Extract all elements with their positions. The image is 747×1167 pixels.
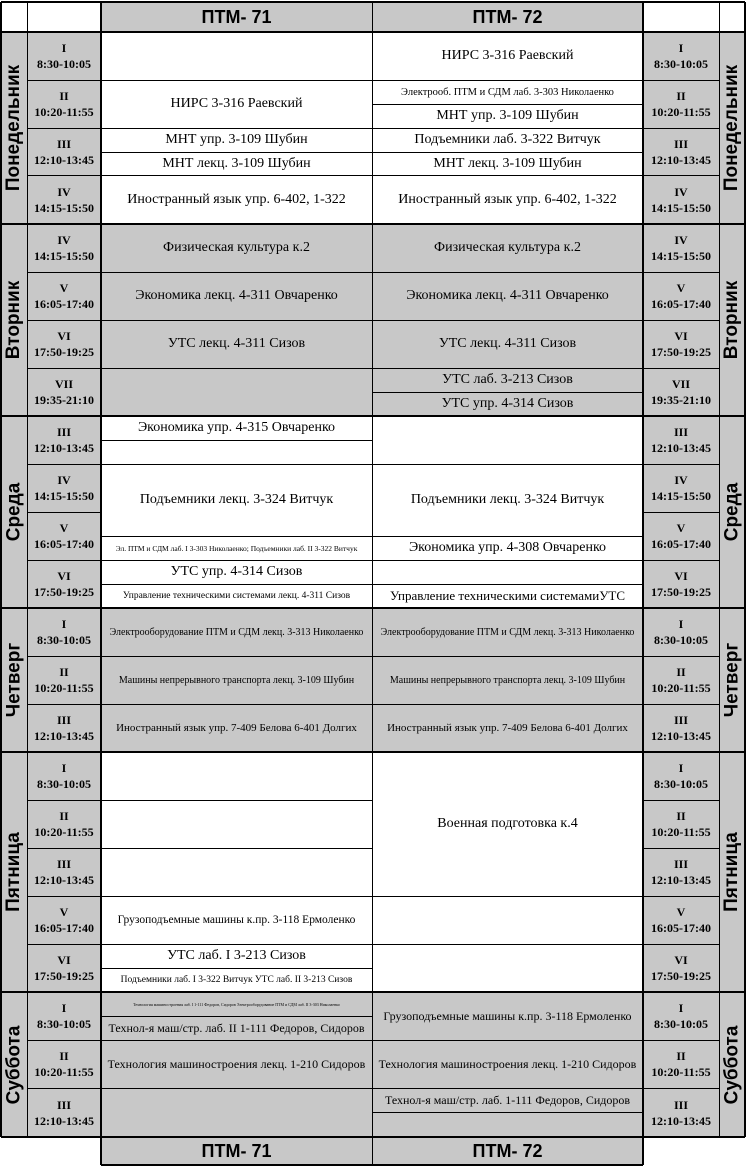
period-time: 14:15-15:50 <box>651 249 711 263</box>
period-number: I <box>678 41 684 55</box>
day-name: Вторник <box>3 280 24 360</box>
period-cell-thu-II-right <box>643 656 719 704</box>
class-cell-mon-lang-72: Иностранный язык упр. 6-402, 1-322 <box>372 175 643 224</box>
header-blank-left <box>1 2 101 32</box>
day-name: Пятница <box>721 832 742 912</box>
period-number: II <box>676 809 686 823</box>
period-cell-tue-IV-right <box>643 224 719 272</box>
period-time: 16:05-17:40 <box>34 921 94 935</box>
period-cell-tue-VI-right <box>643 320 719 368</box>
period-cell-mon-IV-left <box>27 175 101 224</box>
class-cell-thu-lang-72: Иностранный язык упр. 7-409 Белова 6-401 Долгих <box>372 704 643 752</box>
period-time: 16:05-17:40 <box>651 297 711 311</box>
class-cell-sat-cranes-72: Грузоподъемные машины к.пр. 3-118 Ермоленко <box>372 992 643 1040</box>
period-time: 14:15-15:50 <box>34 249 94 263</box>
period-time: 14:15-15:50 <box>651 200 711 215</box>
period-number: III <box>56 1097 71 1112</box>
period-time: 10:20-11:55 <box>651 825 711 839</box>
period-number: VI <box>674 569 688 583</box>
period-time: 8:30-10:05 <box>37 1017 91 1031</box>
period-time: 14:15-15:50 <box>34 489 94 503</box>
period-cell-wed-V-right <box>643 512 719 560</box>
period-number: IV <box>57 233 71 247</box>
class-cell-thu-electro-71: Электрооборудование ПТМ и СДМ лекц. 3-313 Николаенко <box>101 608 372 656</box>
period-cell-wed-III-left <box>27 416 101 464</box>
period-cell-fri-III-right <box>643 848 719 896</box>
period-time: 12:10-13:45 <box>651 441 711 455</box>
class-cell-mon-lifts-lab-72: Подъемники лаб. 3-322 Витчук <box>372 128 643 152</box>
class-cell-sat-tech-71: Технология машиностроения лекц. 1-210 Сидоров <box>101 1040 372 1088</box>
period-time: 8:30-10:05 <box>37 57 91 71</box>
day-name: Вторник <box>721 280 742 360</box>
period-time: 8:30-10:05 <box>37 633 91 647</box>
period-number: V <box>676 521 686 535</box>
period-cell-wed-VI-right <box>643 560 719 608</box>
period-time: 16:05-17:40 <box>34 537 94 551</box>
period-time: 16:05-17:40 <box>651 537 711 551</box>
period-time: 8:30-10:05 <box>37 777 91 791</box>
period-number: V <box>676 281 686 295</box>
period-number: IV <box>57 184 71 199</box>
period-time: 16:05-17:40 <box>651 921 711 935</box>
period-cell-sat-III-right <box>643 1088 719 1137</box>
period-number: VII <box>671 377 690 391</box>
period-cell-tue-V-left <box>27 272 101 320</box>
period-time: 19:35-21:10 <box>651 393 711 407</box>
empty-cell-17 <box>101 368 372 416</box>
empty-cell-21 <box>101 440 372 464</box>
day-label-fri-right <box>719 752 745 992</box>
period-time: 17:50-19:25 <box>651 345 711 359</box>
period-time: 8:30-10:05 <box>654 633 708 647</box>
period-cell-wed-VI-left <box>27 560 101 608</box>
day-label-mon-right <box>719 32 745 224</box>
period-number: II <box>59 1049 69 1063</box>
period-cell-wed-IV-right <box>643 464 719 512</box>
class-cell-mon-lang-71: Иностранный язык упр. 6-402, 1-322 <box>101 175 372 224</box>
period-number: III <box>673 713 688 727</box>
class-cell-wed-mixed-lab-71: Эл. ПТМ и СДМ лаб. I 3-303 Николаенко; Подъемники лаб. II 3-322 Витчук <box>101 536 372 560</box>
empty-cell-51 <box>101 1088 372 1137</box>
period-time: 12:10-13:45 <box>651 729 711 743</box>
footer-group-ptm72: ПТМ- 72 <box>372 1137 643 1165</box>
day-label-fri-left <box>1 752 27 992</box>
class-cell-mon-mnt-upr-72: МНТ упр. 3-109 Шубин <box>372 104 643 128</box>
day-name: Четверг <box>721 642 742 718</box>
period-cell-fri-I-left <box>27 752 101 800</box>
period-cell-wed-IV-left <box>27 464 101 512</box>
day-label-thu-right <box>719 608 745 752</box>
period-time: 16:05-17:40 <box>34 297 94 311</box>
period-time: 12:10-13:45 <box>34 441 94 455</box>
period-number: II <box>59 665 69 679</box>
class-cell-tue-econ-71: Экономика лекц. 4-311 Овчаренко <box>101 272 372 320</box>
period-number: VI <box>674 329 688 343</box>
period-cell-thu-III-left <box>27 704 101 752</box>
class-cell-wed-econ-upr-72: Экономика упр. 4-308 Овчаренко <box>372 536 643 560</box>
period-number: I <box>678 1001 684 1015</box>
period-time: 10:20-11:55 <box>651 1065 711 1079</box>
period-cell-thu-I-right <box>643 608 719 656</box>
empty-cell-42 <box>372 896 643 944</box>
class-cell-tue-pe-72: Физическая культура к.2 <box>372 224 643 272</box>
period-cell-sat-II-left <box>27 1040 101 1088</box>
class-cell-fri-cranes-71: Грузоподъемные машины к.пр. 3-118 Ермоленко <box>101 896 372 944</box>
period-time: 10:20-11:55 <box>651 681 711 695</box>
period-cell-fri-VI-left <box>27 944 101 992</box>
class-cell-thu-mnt-71: Машины непрерывного транспорта лекц. 3-109 Шубин <box>101 656 372 704</box>
period-time: 14:15-15:50 <box>34 200 94 215</box>
period-number: I <box>61 761 67 775</box>
day-label-sat-left <box>1 992 27 1137</box>
day-label-wed-right <box>719 416 745 608</box>
period-cell-tue-VI-left <box>27 320 101 368</box>
day-label-mon-left <box>1 32 27 224</box>
class-cell-wed-uts-72: Управление техническими системамиУТС <box>372 584 643 608</box>
period-number: I <box>678 761 684 775</box>
header-group-ptm72: ПТМ- 72 <box>372 2 643 32</box>
empty-cell-0 <box>101 32 372 80</box>
period-time: 12:10-13:45 <box>34 152 94 167</box>
empty-cell-45 <box>372 944 643 992</box>
header-group-ptm71: ПТМ- 71 <box>101 2 372 32</box>
period-number: III <box>56 857 71 871</box>
header-blank-right <box>643 2 745 32</box>
period-cell-mon-II-left <box>27 80 101 128</box>
day-name: Понедельник <box>721 64 743 192</box>
empty-cell-22 <box>372 416 643 464</box>
footer-group-ptm71: ПТМ- 71 <box>101 1137 372 1165</box>
period-number: IV <box>674 233 688 247</box>
period-time: 12:10-13:45 <box>651 1113 711 1128</box>
period-number: V <box>59 281 69 295</box>
period-cell-fri-II-left <box>27 800 101 848</box>
period-cell-mon-IV-right <box>643 175 719 224</box>
class-cell-thu-mnt-72: Машины непрерывного транспорта лекц. 3-109 Шубин <box>372 656 643 704</box>
period-number: II <box>676 1049 686 1063</box>
period-cell-tue-IV-left <box>27 224 101 272</box>
period-cell-thu-I-left <box>27 608 101 656</box>
period-number: III <box>673 857 688 871</box>
class-cell-wed-econ-upr-71: Экономика упр. 4-315 Овчаренко <box>101 416 372 440</box>
period-time: 12:10-13:45 <box>651 152 711 167</box>
class-cell-wed-uts-upr-71: УТС упр. 4-314 Сизов <box>101 560 372 584</box>
period-cell-sat-I-right <box>643 992 719 1040</box>
empty-cell-29 <box>372 560 643 584</box>
period-number: VI <box>57 329 71 343</box>
period-cell-mon-I-right <box>643 32 719 80</box>
class-cell-wed-lifts-lek-71: Подъемники лекц. 3-324 Витчук <box>101 464 372 536</box>
period-number: III <box>56 713 71 727</box>
period-cell-tue-VII-left <box>27 368 101 416</box>
period-number: III <box>56 425 71 439</box>
period-cell-wed-V-left <box>27 512 101 560</box>
period-cell-fri-V-right <box>643 896 719 944</box>
class-cell-mon-mnt-upr-71: МНТ упр. 3-109 Шубин <box>101 128 372 152</box>
period-number: I <box>61 1001 67 1015</box>
empty-cell-37 <box>101 752 372 800</box>
period-cell-wed-III-right <box>643 416 719 464</box>
day-label-wed-left <box>1 416 27 608</box>
period-cell-sat-II-right <box>643 1040 719 1088</box>
period-cell-tue-VII-right <box>643 368 719 416</box>
period-cell-fri-I-right <box>643 752 719 800</box>
class-cell-sat-techlab-71: Технол-я маш/стр. лаб. II 1-111 Федоров, Сидоров <box>101 1016 372 1040</box>
period-time: 12:10-13:45 <box>651 873 711 887</box>
period-number: VI <box>57 569 71 583</box>
class-cell-thu-electro-72: Электрооборудование ПТМ и СДМ лекц. 3-313 Николаенко <box>372 608 643 656</box>
period-time: 12:10-13:45 <box>34 1113 94 1128</box>
day-label-tue-left <box>1 224 27 416</box>
class-cell-tue-uts-72: УТС лекц. 4-311 Сизов <box>372 320 643 368</box>
class-cell-mon-nirs-72: НИРС 3-316 Раевский <box>372 32 643 80</box>
class-cell-fri-uts-lab-71: УТС лаб. I 3-213 Сизов <box>101 944 372 968</box>
period-time: 12:10-13:45 <box>34 729 94 743</box>
class-cell-mon-electro-lab-72: Электрооб. ПТМ и СДМ лаб. 3-303 Николаенко <box>372 80 643 104</box>
day-name: Среда <box>3 482 24 542</box>
period-number: IV <box>674 184 688 199</box>
period-cell-thu-III-right <box>643 704 719 752</box>
class-cell-tue-uts-71: УТС лекц. 4-311 Сизов <box>101 320 372 368</box>
day-label-tue-right <box>719 224 745 416</box>
day-name: Среда <box>721 482 742 542</box>
period-time: 10:20-11:55 <box>34 681 94 695</box>
period-number: III <box>673 425 688 439</box>
period-time: 8:30-10:05 <box>654 777 708 791</box>
period-time: 17:50-19:25 <box>34 969 94 983</box>
period-number: VI <box>57 953 71 967</box>
class-cell-sat-tech-72: Технология машиностроения лекц. 1-210 Сидоров <box>372 1040 643 1088</box>
class-cell-tue-econ-72: Экономика лекц. 4-311 Овчаренко <box>372 272 643 320</box>
period-cell-fri-V-left <box>27 896 101 944</box>
period-cell-tue-V-right <box>643 272 719 320</box>
period-cell-fri-II-right <box>643 800 719 848</box>
period-cell-fri-VI-right <box>643 944 719 992</box>
period-time: 12:10-13:45 <box>34 873 94 887</box>
day-label-sat-right <box>719 992 745 1137</box>
class-cell-sat-tiny-71: Технология машиностроения лаб. I 1-111 Федоров, Сидоров Электрооборудование ПТМ и СДМ лаб. II 3-303 Николаенко <box>101 992 372 1016</box>
period-cell-fri-III-left <box>27 848 101 896</box>
day-name: Пятница <box>3 832 24 912</box>
period-number: I <box>678 617 684 631</box>
class-cell-tue-pe-71: Физическая культура к.2 <box>101 224 372 272</box>
period-cell-sat-I-left <box>27 992 101 1040</box>
period-number: IV <box>57 473 71 487</box>
period-time: 14:15-15:50 <box>651 489 711 503</box>
period-number: VI <box>674 953 688 967</box>
period-time: 19:35-21:10 <box>34 393 94 407</box>
period-number: III <box>673 136 688 151</box>
period-number: III <box>673 1097 688 1112</box>
period-time: 8:30-10:05 <box>654 57 708 71</box>
period-number: V <box>676 905 686 919</box>
period-time: 10:20-11:55 <box>34 105 94 119</box>
period-number: III <box>56 136 71 151</box>
class-cell-wed-lifts-lek-72: Подъемники лекц. 3-324 Витчук <box>372 464 643 536</box>
class-cell-wed-uts-lek-71: Управление техническими системами лекц. 4-311 Сизов <box>101 584 372 608</box>
period-number: V <box>59 905 69 919</box>
class-cell-fri-mixed-lab-71: Подъемники лаб. I 3-322 Витчук УТС лаб. II 3-213 Сизов <box>101 968 372 992</box>
period-cell-sat-III-left <box>27 1088 101 1137</box>
day-name: Понедельник <box>3 64 25 192</box>
period-number: II <box>59 809 69 823</box>
class-cell-tue-uts-lab-72: УТС лаб. 3-213 Сизов <box>372 368 643 392</box>
class-cell-mon-nirs-71: НИРС 3-316 Раевский <box>101 80 372 128</box>
day-label-thu-left <box>1 608 27 752</box>
class-cell-tue-uts-upr-72: УТС упр. 4-314 Сизов <box>372 392 643 416</box>
period-number: I <box>61 617 67 631</box>
period-cell-mon-II-right <box>643 80 719 128</box>
period-number: IV <box>674 473 688 487</box>
period-cell-mon-I-left <box>27 32 101 80</box>
period-number: II <box>676 665 686 679</box>
period-cell-mon-III-left <box>27 128 101 175</box>
period-number: VII <box>54 377 73 391</box>
class-cell-mon-mnt-lek-71: МНТ лекц. 3-109 Шубин <box>101 152 372 175</box>
period-time: 17:50-19:25 <box>34 585 94 599</box>
period-number: II <box>59 89 69 103</box>
empty-cell-39 <box>101 848 372 896</box>
class-cell-sat-techlab-72: Технол-я маш/стр. лаб. 1-111 Федоров, Сидоров <box>372 1088 643 1112</box>
period-time: 8:30-10:05 <box>654 1017 708 1031</box>
day-name: Суббота <box>721 1025 743 1104</box>
class-cell-thu-lang-71: Иностранный язык упр. 7-409 Белова 6-401 Долгих <box>101 704 372 752</box>
period-number: II <box>676 89 686 103</box>
day-name: Суббота <box>3 1025 25 1104</box>
period-time: 10:20-11:55 <box>34 1065 94 1079</box>
class-cell-mon-mnt-lek-72: МНТ лекц. 3-109 Шубин <box>372 152 643 175</box>
period-time: 10:20-11:55 <box>34 825 94 839</box>
empty-cell-38 <box>101 800 372 848</box>
period-time: 17:50-19:25 <box>651 969 711 983</box>
period-number: V <box>59 521 69 535</box>
period-time: 17:50-19:25 <box>34 345 94 359</box>
period-time: 10:20-11:55 <box>651 105 711 119</box>
period-number: I <box>61 41 67 55</box>
class-cell-fri-military-72: Военная подготовка к.4 <box>372 752 643 896</box>
period-cell-thu-II-left <box>27 656 101 704</box>
day-name: Четверг <box>3 642 24 718</box>
empty-cell-53 <box>372 1112 643 1137</box>
period-cell-mon-III-right <box>643 128 719 175</box>
period-time: 17:50-19:25 <box>651 585 711 599</box>
